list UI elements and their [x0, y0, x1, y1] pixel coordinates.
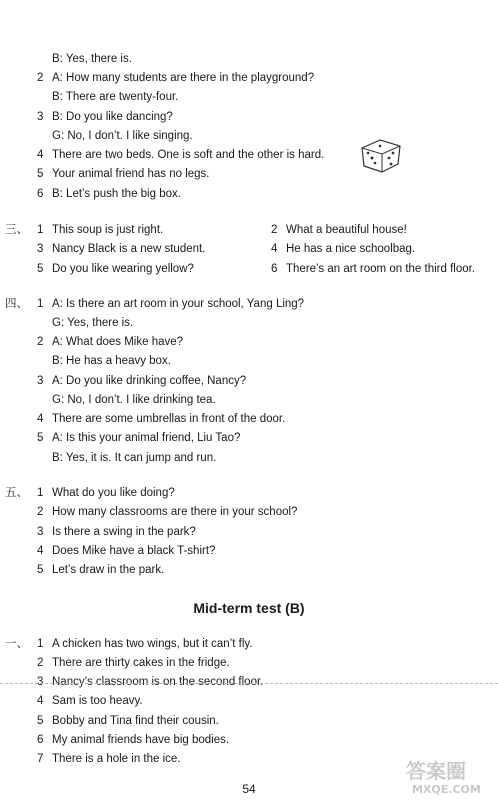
item-number: 6	[37, 734, 44, 746]
svg-text:MXQE.COM: MXQE.COM	[412, 783, 481, 796]
item-number: 2	[37, 72, 44, 84]
dice-sticker-image	[358, 138, 404, 179]
item-text: How many classrooms are there in your school?	[52, 506, 298, 518]
divider	[0, 683, 498, 684]
item-text: There’s an art room on the third floor.	[286, 263, 475, 275]
svg-text:答案圈: 答案圈	[406, 759, 466, 783]
item-text: What do you like doing?	[52, 487, 175, 499]
item-number: 1	[37, 638, 44, 650]
item-text: Bobby and Tina find their cousin.	[52, 715, 219, 727]
item-text: A: Do you like drinking coffee, Nancy?	[52, 375, 247, 387]
item-text: B: There are twenty-four.	[52, 91, 179, 103]
item-number: 2	[271, 224, 278, 236]
item-text: Does Mike have a black T-shirt?	[52, 545, 216, 557]
item-number: 6	[37, 188, 44, 200]
item-text: A: Is this your animal friend, Liu Tao?	[52, 432, 241, 444]
item-text: Sam is too heavy.	[52, 695, 143, 707]
item-text: B: Yes, there is.	[52, 53, 132, 65]
item-number: 5	[37, 263, 44, 275]
item-text: Let’s draw in the park.	[52, 564, 165, 576]
item-text: Nancy Black is a new student.	[52, 243, 206, 255]
item-text: There are two beds. One is soft and the other is hard.	[52, 149, 325, 161]
item-number: 7	[37, 753, 44, 765]
item-text: A: What does Mike have?	[52, 336, 184, 348]
item-text: B: Let’s push the big box.	[52, 188, 181, 200]
page-number: 54	[242, 782, 256, 796]
item-number: 5	[37, 432, 44, 444]
item-number: 4	[37, 695, 44, 707]
item-number: 1	[37, 487, 44, 499]
section-marker: 五、	[5, 487, 28, 499]
item-text: What a beautiful house!	[286, 224, 407, 236]
item-number: 4	[37, 545, 44, 557]
item-text: A: How many students are there in the playground?	[52, 72, 315, 84]
item-text: G: Yes, there is.	[52, 317, 134, 329]
item-text: There is a hole in the ice.	[52, 753, 181, 765]
item-number: 1	[37, 224, 44, 236]
item-text: A: Is there an art room in your school, Yang Ling?	[52, 298, 305, 310]
item-number: 5	[37, 715, 44, 727]
item-number: 3	[37, 526, 44, 538]
section-title: Mid-term test (B)	[193, 600, 305, 616]
item-text: This soup is just right.	[52, 224, 164, 236]
item-text: There are thirty cakes in the fridge.	[52, 657, 230, 669]
item-text: He has a nice schoolbag.	[286, 243, 416, 255]
item-number: 2	[37, 506, 44, 518]
item-text: A chicken has two wings, but it can’t fly.	[52, 638, 253, 650]
item-text: B: Do you like dancing?	[52, 111, 173, 123]
item-number: 1	[37, 298, 44, 310]
section-marker: 四、	[5, 298, 28, 310]
item-number: 2	[37, 657, 44, 669]
section-marker: 一、	[5, 638, 28, 650]
item-number: 5	[37, 564, 44, 576]
item-number: 3	[37, 375, 44, 387]
item-number: 4	[37, 149, 44, 161]
item-text: Is there a swing in the park?	[52, 526, 196, 538]
item-text: Nancy’s classroom is on the second floor.	[52, 676, 264, 688]
item-number: 4	[271, 243, 278, 255]
item-number: 4	[37, 413, 44, 425]
item-text: B: He has a heavy box.	[52, 355, 171, 367]
item-number: 2	[37, 336, 44, 348]
item-number: 6	[271, 263, 278, 275]
item-text: There are some umbrellas in front of the door.	[52, 413, 286, 425]
item-text: Your animal friend has no legs.	[52, 168, 210, 180]
item-text: Do you like wearing yellow?	[52, 263, 194, 275]
item-text: G: No, I don’t. I like drinking tea.	[52, 394, 216, 406]
item-number: 3	[37, 111, 44, 123]
item-number: 3	[37, 243, 44, 255]
item-number: 3	[37, 676, 44, 688]
watermark-logo-image	[404, 756, 496, 801]
item-text: G: No, I don’t. I like singing.	[52, 130, 193, 142]
section-marker: 三、	[5, 224, 28, 236]
item-text: My animal friends have big bodies.	[52, 734, 230, 746]
item-text: B: Yes, it is. It can jump and run.	[52, 452, 217, 464]
item-number: 5	[37, 168, 44, 180]
